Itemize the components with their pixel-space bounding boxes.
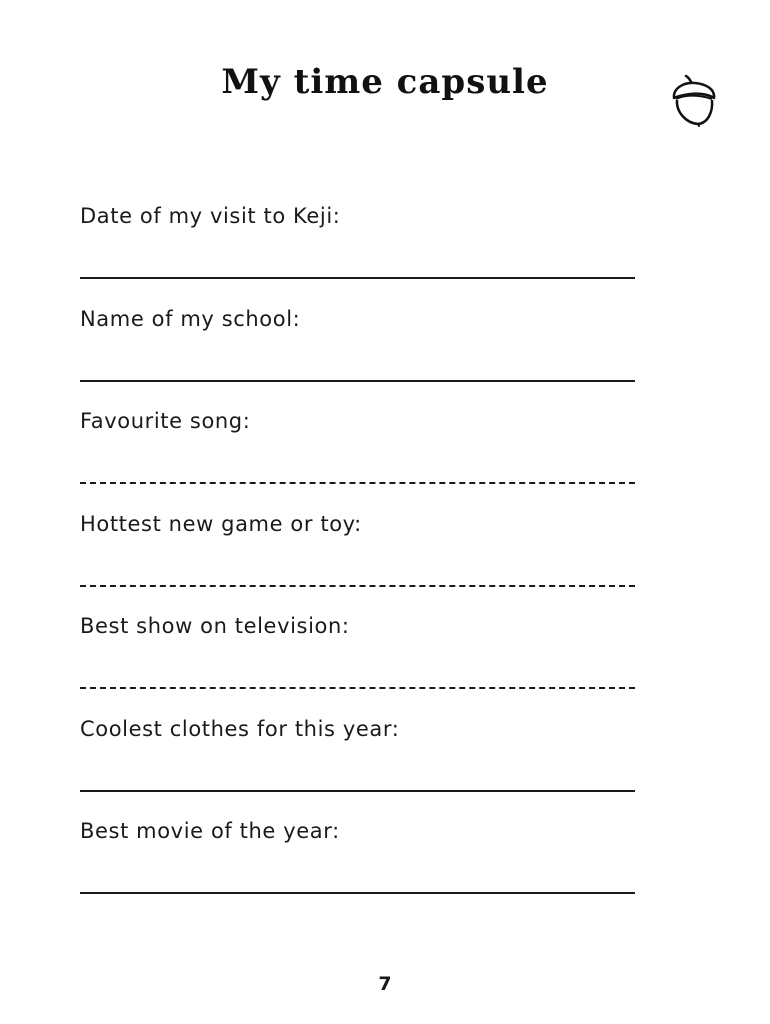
field-label: Favourite song:: [80, 409, 251, 433]
answer-line[interactable]: [80, 790, 635, 792]
field-label: Name of my school:: [80, 306, 301, 331]
acorn-icon: [668, 72, 724, 128]
form-field-best-movie: [80, 815, 636, 918]
field-label: Best movie of the year:: [80, 819, 340, 843]
answer-line[interactable]: [80, 277, 635, 279]
form-field-coolest-clothes: [80, 713, 636, 816]
field-label: Coolest clothes for this year:: [80, 716, 400, 741]
field-label: Hottest new game or toy:: [80, 511, 362, 536]
form-field-hottest-game: [80, 508, 636, 611]
field-label: Date of my visit to Keji:: [80, 204, 341, 228]
form-field-best-show: [80, 610, 636, 713]
form-field-visit-date: [80, 200, 636, 303]
answer-line[interactable]: [80, 892, 635, 894]
page-title: My time capsule: [221, 62, 549, 102]
answer-line[interactable]: [80, 585, 635, 587]
field-label: Best show on television:: [80, 614, 350, 638]
form-field-favourite-song: [80, 405, 636, 508]
time-capsule-form: [80, 200, 636, 918]
form-field-school-name: [80, 303, 636, 406]
answer-line[interactable]: [80, 380, 635, 382]
answer-line[interactable]: [80, 687, 635, 689]
answer-line[interactable]: [80, 482, 635, 484]
page-number: 7: [378, 973, 392, 995]
